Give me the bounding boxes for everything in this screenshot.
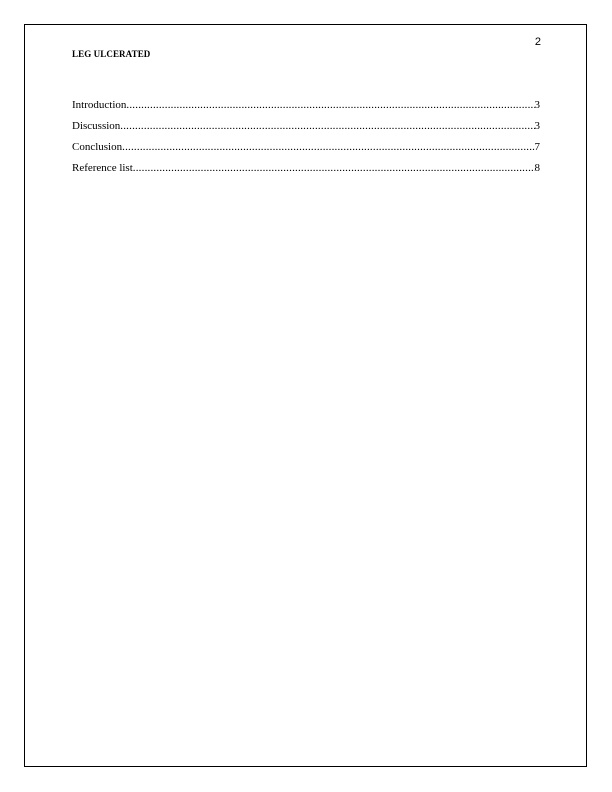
toc-entry-title: Reference list — [72, 162, 133, 174]
toc-dot-leader — [133, 162, 535, 175]
toc-entry-reference-list[interactable] — [72, 162, 540, 183]
running-head: LEG ULCERATED — [72, 49, 151, 59]
toc-dot-leader — [122, 141, 534, 154]
toc-entry-title: Discussion — [72, 120, 121, 132]
toc-entry-conclusion[interactable] — [72, 141, 540, 162]
toc-entry-page-number: 3 — [534, 99, 540, 111]
page-number: 2 — [534, 36, 541, 48]
toc-entry-page-number: 7 — [534, 141, 540, 153]
table-of-contents — [72, 99, 540, 183]
toc-dot-leader — [126, 99, 534, 112]
toc-entry-discussion[interactable] — [72, 120, 540, 141]
toc-entry-title: Conclusion — [72, 141, 123, 153]
toc-dot-leader — [120, 120, 534, 133]
toc-entry-introduction[interactable] — [72, 99, 540, 120]
toc-entry-title: Introduction — [72, 99, 127, 111]
toc-entry-page-number: 8 — [534, 162, 540, 174]
toc-entry-page-number: 3 — [534, 120, 540, 132]
